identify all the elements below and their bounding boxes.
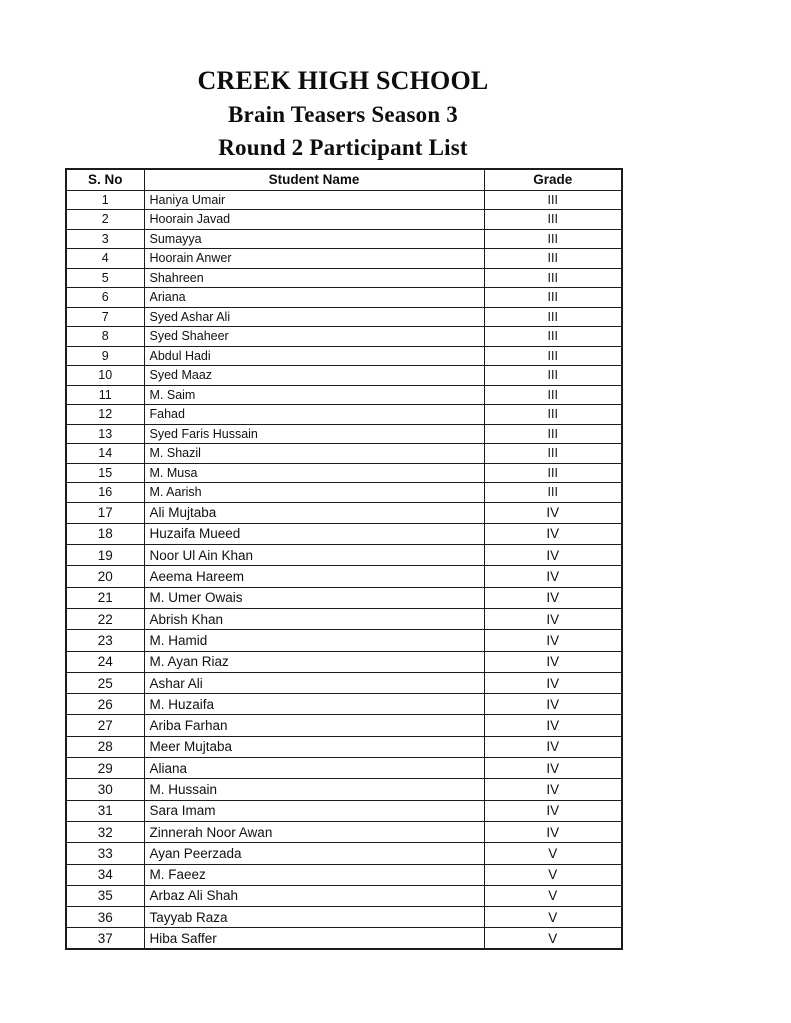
sno-cell: 21 xyxy=(66,587,144,608)
sno-cell: 29 xyxy=(66,758,144,779)
student-name-cell: Fahad xyxy=(144,405,484,425)
sno-cell: 1 xyxy=(66,190,144,210)
sno-cell: 8 xyxy=(66,327,144,347)
student-name-cell: M. Umer Owais xyxy=(144,587,484,608)
student-name-cell: Syed Shaheer xyxy=(144,327,484,347)
student-name-cell: Ayan Peerzada xyxy=(144,843,484,864)
student-name-cell: M. Shazil xyxy=(144,444,484,464)
grade-cell: III xyxy=(484,288,622,308)
student-name-cell: Tayyab Raza xyxy=(144,907,484,928)
table-row xyxy=(66,672,622,693)
grade-cell: III xyxy=(484,229,622,249)
table-row xyxy=(66,587,622,608)
sno-cell: 5 xyxy=(66,268,144,288)
student-name-cell: Syed Ashar Ali xyxy=(144,307,484,327)
table-row xyxy=(66,928,622,949)
grade-cell: IV xyxy=(484,608,622,629)
sno-cell: 34 xyxy=(66,864,144,885)
grade-cell: III xyxy=(484,190,622,210)
table-header-row xyxy=(66,169,622,190)
column-header-sno: S. No xyxy=(66,169,144,190)
table-row xyxy=(66,229,622,249)
table-row xyxy=(66,502,622,523)
grade-cell: III xyxy=(484,366,622,386)
student-name-cell: Abdul Hadi xyxy=(144,346,484,366)
sno-cell: 33 xyxy=(66,843,144,864)
sno-cell: 4 xyxy=(66,249,144,269)
sno-cell: 31 xyxy=(66,800,144,821)
sno-cell: 17 xyxy=(66,502,144,523)
sno-cell: 35 xyxy=(66,885,144,906)
table-row xyxy=(66,288,622,308)
student-name-cell: Ariba Farhan xyxy=(144,715,484,736)
student-name-cell: Hiba Saffer xyxy=(144,928,484,949)
grade-cell: IV xyxy=(484,800,622,821)
table-row xyxy=(66,821,622,842)
sno-cell: 26 xyxy=(66,694,144,715)
sno-cell: 23 xyxy=(66,630,144,651)
grade-cell: V xyxy=(484,928,622,949)
student-name-cell: Syed Faris Hussain xyxy=(144,424,484,444)
sno-cell: 25 xyxy=(66,672,144,693)
table-row xyxy=(66,523,622,544)
sno-cell: 15 xyxy=(66,463,144,483)
grade-cell: IV xyxy=(484,587,622,608)
grade-cell: IV xyxy=(484,630,622,651)
sno-cell: 12 xyxy=(66,405,144,425)
table-row xyxy=(66,327,622,347)
table-row xyxy=(66,885,622,906)
student-name-cell: Meer Mujtaba xyxy=(144,736,484,757)
event-title: Brain Teasers Season 3 xyxy=(228,102,458,127)
sno-cell: 36 xyxy=(66,907,144,928)
column-header-grade: Grade xyxy=(484,169,622,190)
student-name-cell: Abrish Khan xyxy=(144,608,484,629)
student-name-cell: Hoorain Javad xyxy=(144,210,484,230)
table-row xyxy=(66,843,622,864)
student-name-cell: Sumayya xyxy=(144,229,484,249)
table-row xyxy=(66,346,622,366)
student-name-cell: Shahreen xyxy=(144,268,484,288)
grade-cell: IV xyxy=(484,779,622,800)
grade-cell: III xyxy=(484,385,622,405)
student-name-cell: M. Saim xyxy=(144,385,484,405)
table-row xyxy=(66,210,622,230)
sno-cell: 22 xyxy=(66,608,144,629)
student-name-cell: Aliana xyxy=(144,758,484,779)
sno-cell: 19 xyxy=(66,545,144,566)
sno-cell: 13 xyxy=(66,424,144,444)
sno-cell: 6 xyxy=(66,288,144,308)
grade-cell: IV xyxy=(484,715,622,736)
grade-cell: IV xyxy=(484,736,622,757)
student-name-cell: Haniya Umair xyxy=(144,190,484,210)
sno-cell: 2 xyxy=(66,210,144,230)
grade-cell: IV xyxy=(484,502,622,523)
table-row xyxy=(66,651,622,672)
table-row xyxy=(66,800,622,821)
student-name-cell: Huzaifa Mueed xyxy=(144,523,484,544)
table-row xyxy=(66,268,622,288)
table-row xyxy=(66,424,622,444)
column-header-student-name: Student Name xyxy=(144,169,484,190)
sno-cell: 28 xyxy=(66,736,144,757)
sno-cell: 10 xyxy=(66,366,144,386)
table-row xyxy=(66,385,622,405)
student-name-cell: M. Hamid xyxy=(144,630,484,651)
table-row xyxy=(66,366,622,386)
student-name-cell: M. Ayan Riaz xyxy=(144,651,484,672)
grade-cell: III xyxy=(484,346,622,366)
sno-cell: 16 xyxy=(66,483,144,503)
grade-cell: IV xyxy=(484,651,622,672)
student-name-cell: Hoorain Anwer xyxy=(144,249,484,269)
table-row xyxy=(66,444,622,464)
sno-cell: 27 xyxy=(66,715,144,736)
title-block xyxy=(65,64,621,165)
sno-cell: 7 xyxy=(66,307,144,327)
student-name-cell: Zinnerah Noor Awan xyxy=(144,821,484,842)
table-row xyxy=(66,566,622,587)
student-name-cell: M. Aarish xyxy=(144,483,484,503)
grade-cell: IV xyxy=(484,694,622,715)
sno-cell: 20 xyxy=(66,566,144,587)
table-row xyxy=(66,463,622,483)
table-row xyxy=(66,307,622,327)
student-name-cell: Ariana xyxy=(144,288,484,308)
grade-cell: III xyxy=(484,424,622,444)
student-name-cell: Aeema Hareem xyxy=(144,566,484,587)
table-row xyxy=(66,694,622,715)
sno-cell: 32 xyxy=(66,821,144,842)
list-title: Round 2 Participant List xyxy=(218,135,468,160)
student-name-cell: Noor Ul Ain Khan xyxy=(144,545,484,566)
sno-cell: 3 xyxy=(66,229,144,249)
student-name-cell: M. Faeez xyxy=(144,864,484,885)
participant-table xyxy=(65,168,623,950)
grade-cell: III xyxy=(484,210,622,230)
table-row xyxy=(66,249,622,269)
grade-cell: III xyxy=(484,268,622,288)
grade-cell: IV xyxy=(484,566,622,587)
table-row xyxy=(66,545,622,566)
student-name-cell: Ashar Ali xyxy=(144,672,484,693)
table-row xyxy=(66,864,622,885)
table-row xyxy=(66,483,622,503)
student-name-cell: Syed Maaz xyxy=(144,366,484,386)
sno-cell: 11 xyxy=(66,385,144,405)
table-body xyxy=(66,190,622,949)
sno-cell: 14 xyxy=(66,444,144,464)
table-row xyxy=(66,190,622,210)
sno-cell: 30 xyxy=(66,779,144,800)
grade-cell: III xyxy=(484,249,622,269)
student-name-cell: Arbaz Ali Shah xyxy=(144,885,484,906)
sno-cell: 24 xyxy=(66,651,144,672)
grade-cell: IV xyxy=(484,758,622,779)
grade-cell: III xyxy=(484,405,622,425)
grade-cell: III xyxy=(484,444,622,464)
school-title: CREEK HIGH SCHOOL xyxy=(197,66,489,95)
grade-cell: III xyxy=(484,307,622,327)
student-name-cell: M. Musa xyxy=(144,463,484,483)
grade-cell: IV xyxy=(484,821,622,842)
grade-cell: V xyxy=(484,843,622,864)
sno-cell: 37 xyxy=(66,928,144,949)
sno-cell: 18 xyxy=(66,523,144,544)
grade-cell: III xyxy=(484,483,622,503)
grade-cell: V xyxy=(484,907,622,928)
table-row xyxy=(66,405,622,425)
student-name-cell: Ali Mujtaba xyxy=(144,502,484,523)
student-name-cell: Sara Imam xyxy=(144,800,484,821)
grade-cell: III xyxy=(484,463,622,483)
student-name-cell: M. Huzaifa xyxy=(144,694,484,715)
student-name-cell: M. Hussain xyxy=(144,779,484,800)
table-row xyxy=(66,758,622,779)
grade-cell: V xyxy=(484,885,622,906)
grade-cell: IV xyxy=(484,523,622,544)
table-row xyxy=(66,736,622,757)
grade-cell: III xyxy=(484,327,622,347)
table-row xyxy=(66,907,622,928)
table-row xyxy=(66,715,622,736)
table-row xyxy=(66,608,622,629)
sno-cell: 9 xyxy=(66,346,144,366)
table-row xyxy=(66,779,622,800)
grade-cell: IV xyxy=(484,672,622,693)
grade-cell: V xyxy=(484,864,622,885)
grade-cell: IV xyxy=(484,545,622,566)
table-row xyxy=(66,630,622,651)
